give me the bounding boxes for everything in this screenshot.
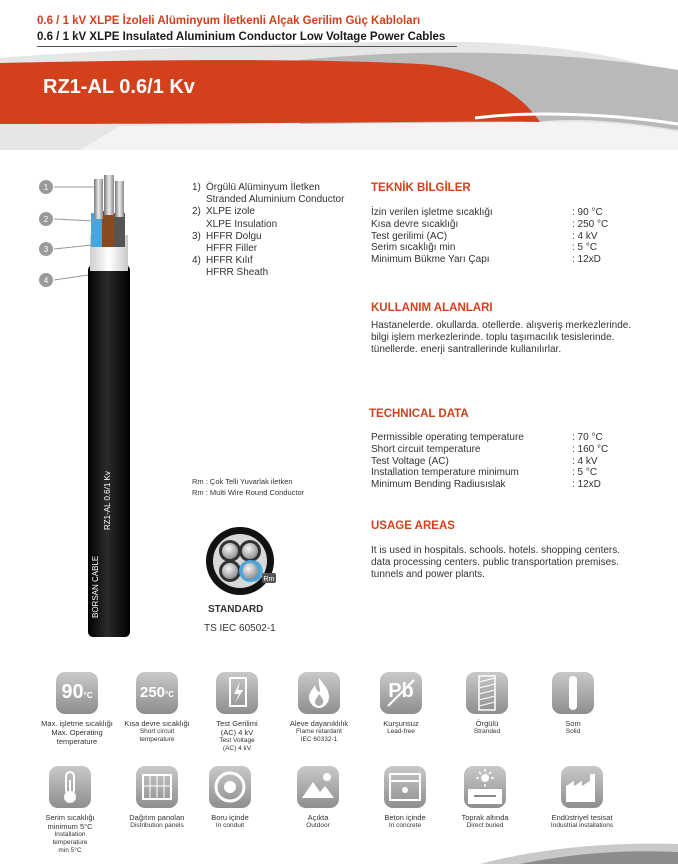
marker-3: 3 [43,245,49,254]
feature-min-temperature: Serim sıcaklığı minimum 5°C Installation temperature min 5°C [28,766,112,855]
rm-notes [192,476,304,498]
conduit-icon [209,766,251,808]
industrial-icon [561,766,603,808]
legend-item-tr: HFFR Dolgu [206,230,262,242]
feature-solid: Som Solid [531,672,615,736]
product-code: RZ1-AL 0.6/1 Kv [43,76,195,98]
marker-1: 1 [43,183,49,192]
rm-note-tr: Rm : Çok Telli Yuvarlak iletken [192,477,293,486]
feature-industrial: Endüstriyel tesisat Industrial installations [540,766,624,830]
distribution-panel-icon [136,766,178,808]
legend-item-en: HFRR Sheath [206,267,269,279]
legend-item-en: Stranded Aluminium Conductor [206,194,345,206]
table-row: Test gerilimi (AC) : 4 kV [371,230,598,242]
cable-code: RZ1-AL 0.6/1 Kv [103,471,112,530]
table-row: Installation temperature minimum : 5 °C [371,467,598,479]
feature-distribution-panel: Dağıtım panoları Distribution panels [115,766,199,830]
feature-short-circuit-250: 250°C Kısa devre sıcaklığı Short circuit temperature [115,672,199,744]
rm-tag: Rm [263,576,275,583]
table-row: Permissible operating temperature : 70 °C [371,432,603,443]
teknik-heading: TEKNİK BİLGİLER [371,182,471,194]
standard-value: TS IEC 60502-1 [204,623,276,634]
table-row: İzin verilen işletme sıcaklığı : 90 °C [371,207,603,218]
temperature-90-icon: 90°C [56,672,98,714]
outdoor-icon [297,766,339,808]
cable-cross-section [204,523,284,603]
teknik-table [371,207,608,266]
cable-print-text [88,420,118,620]
component-legend: 1) Örgülü Alüminyum İletken Stranded Aluminium Conductor 2) XLPE izole XLPE Insulation 3) HFFR Dolgu HFFR Filler 4) HFFR Kılıf HFRR Sheath [192,182,345,279]
feature-concrete: Beton içinde In concrete [363,766,447,830]
short-circuit-250-icon: 250°C [136,672,178,714]
technical-table [371,432,608,491]
feature-test-voltage: Test Gerilimi (AC) 4 kV Test Voltage (AC) 4 kV [195,672,279,753]
marker-4: 4 [43,276,49,285]
feature-outdoor: Açıkta Outdoor [276,766,360,830]
rm-note-en: Rm : Multi Wire Round Conductor [192,488,305,497]
technical-heading: TECHNICAL DATA [369,408,469,420]
marker-2: 2 [43,215,49,224]
feature-temperature-90: 90°C Max. işletme sıcaklığı Max. Operating temperature [35,672,119,746]
feature-lead-free: Pb Kurşunsuz Lead-free [359,672,443,736]
test-voltage-icon [216,672,258,714]
table-row: Test Voltage (AC) : 4 kV [371,455,598,467]
flame-retardant-icon [298,672,340,714]
stranded-icon [466,672,508,714]
legend-item-tr: HFFR Kılıf [206,255,253,267]
kullanim-heading: KULLANIM ALANLARI [371,302,493,314]
concrete-icon [384,766,426,808]
usage-heading: USAGE AREAS [371,520,455,532]
table-row: Minimum Bükme Yarı Çapı : 12xD [371,254,601,266]
legend-item-tr: XLPE izole [206,206,255,218]
standard-label: STANDARD [208,604,264,615]
feature-stranded: Örgülü Stranded [445,672,529,736]
legend-item-en: XLPE Insulation [206,218,278,230]
footer-swoosh [480,838,678,864]
legend-item-en: HFFR Filler [206,243,258,255]
feature-flame-retardant: Aleve dayanıklılık Flame retardant IEC 60332-1 [277,672,361,744]
kullanim-text: Hastanelerde. okullarda. otellerde. alışveriş merkezlerinde. bilgi işlem merkezlerinde. toplu taşımacılık tesislerinde. tünellerde. enerji santrallerinde kullanılırlar. [371,320,632,355]
table-row: Short circuit temperature : 160 °C [371,443,609,455]
table-row: Serim sıcaklığı min : 5 °C [371,242,598,254]
legend-item-tr: Örgülü Alüminyum İletken [206,182,320,193]
page-title-tr: 0.6 / 1 kV XLPE İzoleli Alüminyum İletkenli Alçak Gerilim Güç Kabloları [37,15,421,27]
table-row: Minimum Bending Radiusıslak : 12xD [371,479,601,491]
solid-icon [552,672,594,714]
page-title-en: 0.6 / 1 kV XLPE Insulated Aluminium Conductor Low Voltage Power Cables [37,31,446,43]
lead-free-icon: Pb [380,672,422,714]
cable-brand: BORSAN CABLE [91,555,100,618]
direct-buried-icon [464,766,506,808]
feature-conduit: Boru içinde In conduit [188,766,272,830]
min-temperature-icon [49,766,91,808]
usage-text: It is used in hospitals. schools. hotels. shopping centers. data processing centers. public transportation premises. tunnels and power plants. [371,545,621,580]
feature-direct-buried: Toprak altında Direct buried [443,766,527,830]
title-divider [37,46,457,47]
table-row: Kısa devre sıcaklığı : 250 °C [371,218,609,230]
